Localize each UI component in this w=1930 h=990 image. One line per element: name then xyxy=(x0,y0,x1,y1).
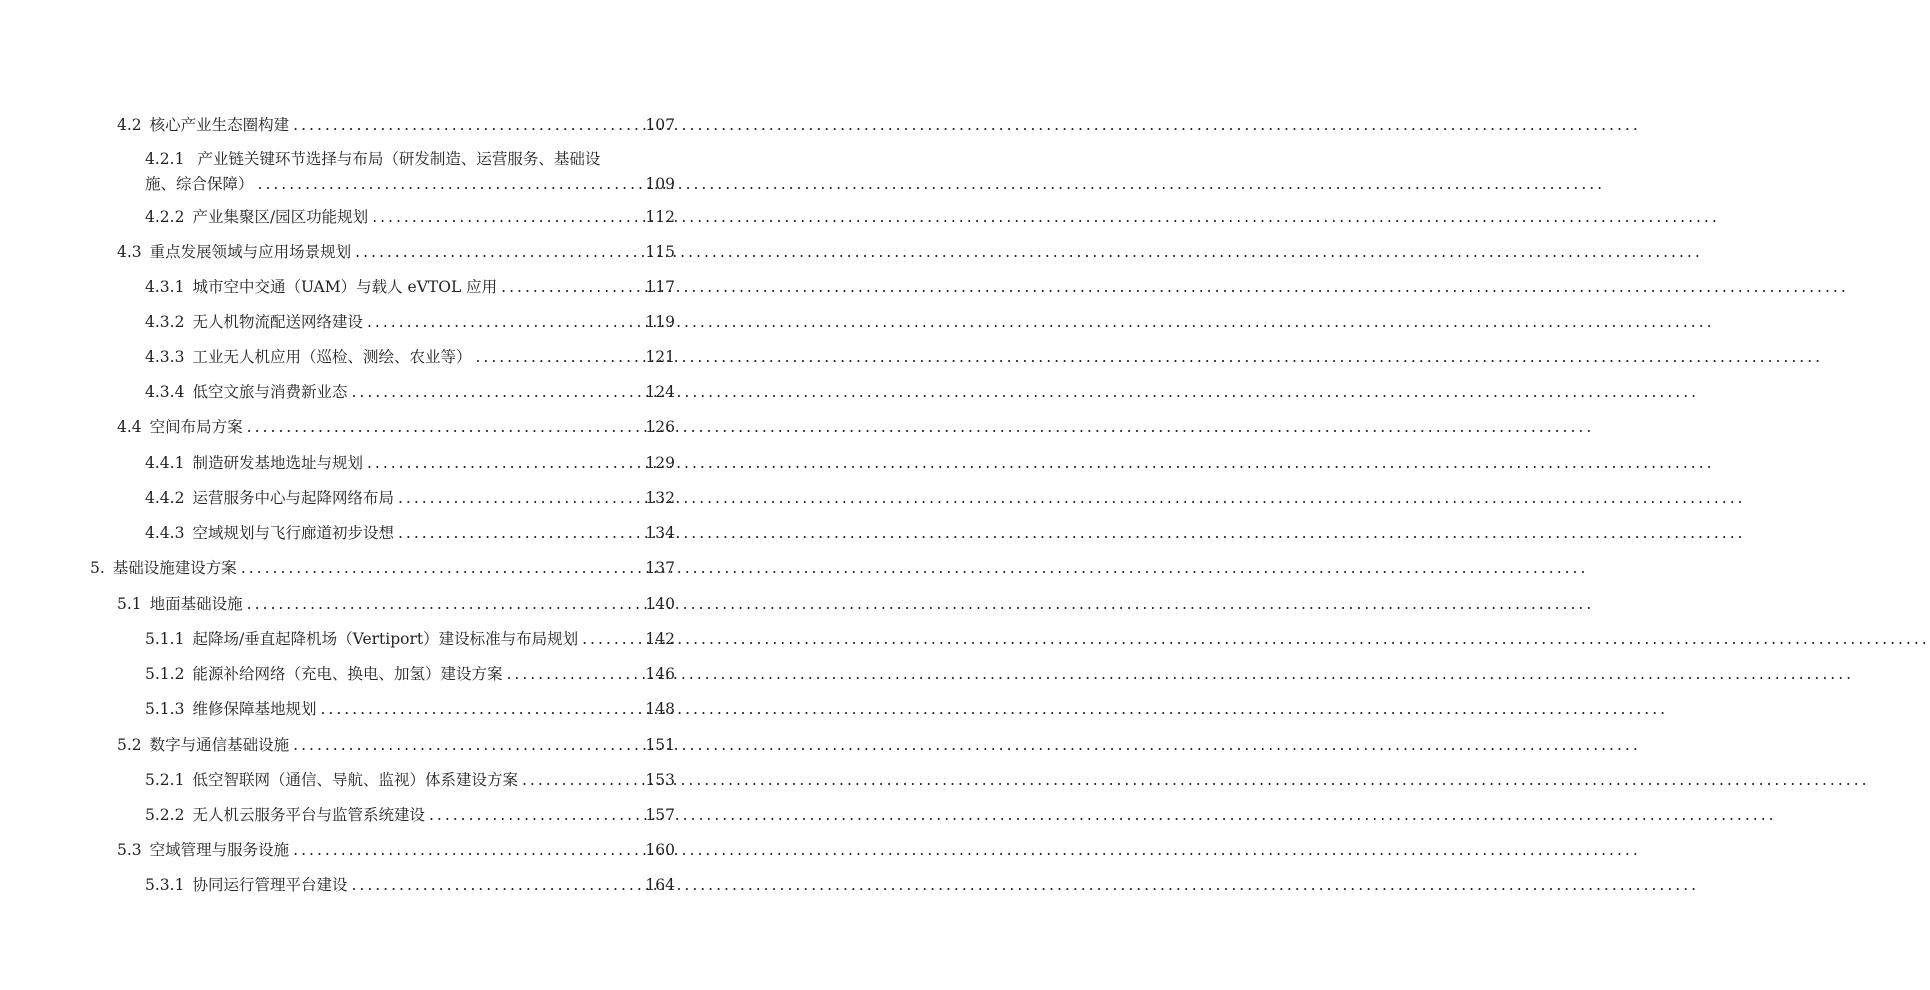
toc-entry-page: 148 xyxy=(645,700,675,718)
toc-entry-title: 能源补给网络（充电、换电、加氢）建设方案 xyxy=(192,665,503,683)
toc-leader-dots xyxy=(293,839,639,861)
toc-entry[interactable] xyxy=(145,452,675,474)
toc-entry-title: 工业无人机应用（巡检、测绘、农业等） xyxy=(192,348,472,366)
toc-leader-dots xyxy=(247,593,640,615)
toc-leader-dots xyxy=(398,522,639,544)
toc-entry-title: 重点发展领域与应用场景规划 xyxy=(149,243,352,261)
toc-entry-number: 5.2.2 xyxy=(145,806,185,824)
toc-entry-page: 146 xyxy=(645,665,675,683)
toc-entry-page: 137 xyxy=(645,559,675,577)
toc-entry-page: 124 xyxy=(645,383,675,401)
toc-entry-number: 5.1 xyxy=(117,595,142,613)
toc-entry-title: 运营服务中心与起降网络布局 xyxy=(192,489,394,507)
toc-entry-title: 数字与通信基础设施 xyxy=(149,736,290,754)
toc-entry-page: 115 xyxy=(645,243,675,261)
toc-entry-page: 153 xyxy=(645,771,675,789)
toc-entry-page: 164 xyxy=(645,876,675,894)
toc-entry-page: 107 xyxy=(645,116,675,134)
toc-entry-number: 4.3.2 xyxy=(145,313,185,331)
toc-leader-dots xyxy=(247,416,640,438)
toc-leader-dots xyxy=(258,173,640,195)
toc-entry-number: 5.3.1 xyxy=(145,876,185,894)
toc-entry-page: 117 xyxy=(645,278,675,296)
toc-leader-dots xyxy=(241,557,640,579)
toc-leader-dots xyxy=(351,874,639,896)
toc-entry-page: 134 xyxy=(645,524,675,542)
table-of-contents xyxy=(0,0,765,990)
toc-entry-title-line1: 产业链关键环节选择与布局（研发制造、运营服务、基础设 xyxy=(197,150,601,168)
toc-entry-title: 制造研发基地选址与规划 xyxy=(192,454,363,472)
toc-leader-dots xyxy=(506,663,639,685)
toc-entry-page: 140 xyxy=(645,595,675,613)
toc-entry-number: 5.1.1 xyxy=(145,630,185,648)
toc-entry-page: 151 xyxy=(645,736,675,754)
toc-leader-dots xyxy=(582,628,639,650)
toc-entry[interactable] xyxy=(145,769,675,791)
toc-entry[interactable] xyxy=(145,522,675,544)
toc-entry[interactable] xyxy=(117,839,675,861)
toc-entry-page: 160 xyxy=(645,841,675,859)
toc-entry-number: 5.1.3 xyxy=(145,700,185,718)
toc-entry[interactable] xyxy=(117,734,675,756)
toc-leader-dots xyxy=(429,804,639,826)
toc-entry-title: 低空文旅与消费新业态 xyxy=(192,383,348,401)
toc-entry-number: 4.3.3 xyxy=(145,348,185,366)
toc-leader-dots xyxy=(367,311,639,333)
toc-entry-page: 121 xyxy=(645,348,675,366)
toc-entry-title: 核心产业生态圈构建 xyxy=(149,116,290,134)
toc-leader-dots xyxy=(351,381,639,403)
toc-entry-title: 协同运行管理平台建设 xyxy=(192,876,348,894)
toc-entry-number: 4.2.2 xyxy=(145,208,185,226)
toc-entry-page: 157 xyxy=(645,806,675,824)
toc-leader-dots xyxy=(355,241,639,263)
toc-entry-page: 119 xyxy=(645,313,675,331)
toc-entry-title: 地面基础设施 xyxy=(149,595,243,613)
toc-leader-dots xyxy=(475,346,639,368)
toc-entry[interactable] xyxy=(145,311,675,333)
toc-leader-dots xyxy=(398,487,639,509)
toc-entry[interactable] xyxy=(117,593,675,615)
toc-leader-dots xyxy=(320,698,639,720)
toc-entry-title: 空域管理与服务设施 xyxy=(149,841,290,859)
toc-entry-title: 无人机物流配送网络建设 xyxy=(192,313,363,331)
toc-entry-page: 126 xyxy=(645,418,675,436)
toc-entry-page: 132 xyxy=(645,489,675,507)
toc-entry-number: 4.4.2 xyxy=(145,489,185,507)
toc-entry-number: 4.4.3 xyxy=(145,524,185,542)
toc-entry-title: 基础设施建设方案 xyxy=(112,559,237,577)
toc-entry-number: 4.2 xyxy=(117,116,142,134)
toc-entry[interactable] xyxy=(145,663,675,685)
toc-entry-title: 空域规划与飞行廊道初步设想 xyxy=(192,524,394,542)
toc-entry-number: 5.2.1 xyxy=(145,771,185,789)
toc-entry-title: 施、综合保障） xyxy=(145,175,254,193)
toc-entry[interactable] xyxy=(145,628,675,650)
toc-entry-title: 产业集聚区/园区功能规划 xyxy=(192,208,369,226)
toc-entry-title: 空间布局方案 xyxy=(149,418,243,436)
toc-entry[interactable] xyxy=(145,487,675,509)
toc-entry[interactable] xyxy=(117,241,675,263)
toc-entry-number: 4.3.4 xyxy=(145,383,185,401)
toc-entry-page: 109 xyxy=(645,175,675,193)
toc-entry-title: 维修保障基地规划 xyxy=(192,700,317,718)
toc-entry[interactable] xyxy=(117,114,675,136)
toc-entry-title: 无人机云服务平台与监管系统建设 xyxy=(192,806,425,824)
toc-entry[interactable] xyxy=(145,381,675,403)
toc-entry[interactable] xyxy=(145,346,675,368)
toc-entry-number: 5. xyxy=(90,559,105,577)
toc-entry-page: 142 xyxy=(645,630,675,648)
toc-entry-number: 4.2.1 xyxy=(145,150,185,168)
toc-leader-dots xyxy=(293,734,639,756)
toc-entry[interactable] xyxy=(145,148,675,195)
toc-entry-number: 5.3 xyxy=(117,841,142,859)
toc-entry-title: 起降场/垂直起降机场（Vertiport）建设标准与布局规划 xyxy=(192,630,579,648)
toc-entry-page: 112 xyxy=(645,208,675,226)
toc-entry-number: 5.2 xyxy=(117,736,142,754)
toc-entry[interactable] xyxy=(145,874,675,896)
toc-entry[interactable] xyxy=(90,557,675,579)
toc-leader-dots xyxy=(522,769,639,791)
toc-leader-dots xyxy=(367,452,639,474)
toc-entry[interactable] xyxy=(145,206,675,228)
toc-entry-number: 4.3.1 xyxy=(145,278,185,296)
toc-leader-dots xyxy=(501,276,639,298)
toc-entry[interactable] xyxy=(145,698,675,720)
toc-entry-number: 4.4.1 xyxy=(145,454,185,472)
toc-entry[interactable] xyxy=(145,276,675,298)
toc-entry-number: 4.4 xyxy=(117,418,142,436)
toc-leader-dots xyxy=(372,206,639,228)
toc-entry-number: 5.1.2 xyxy=(145,665,185,683)
toc-entry-title: 城市空中交通（UAM）与载人 eVTOL 应用 xyxy=(192,278,498,296)
toc-entry-number: 4.3 xyxy=(117,243,142,261)
toc-leader-dots xyxy=(293,114,639,136)
toc-entry-title: 低空智联网（通信、导航、监视）体系建设方案 xyxy=(192,771,518,789)
toc-entry[interactable] xyxy=(145,804,675,826)
toc-entry-page: 129 xyxy=(645,454,675,472)
toc-entry[interactable] xyxy=(117,416,675,438)
